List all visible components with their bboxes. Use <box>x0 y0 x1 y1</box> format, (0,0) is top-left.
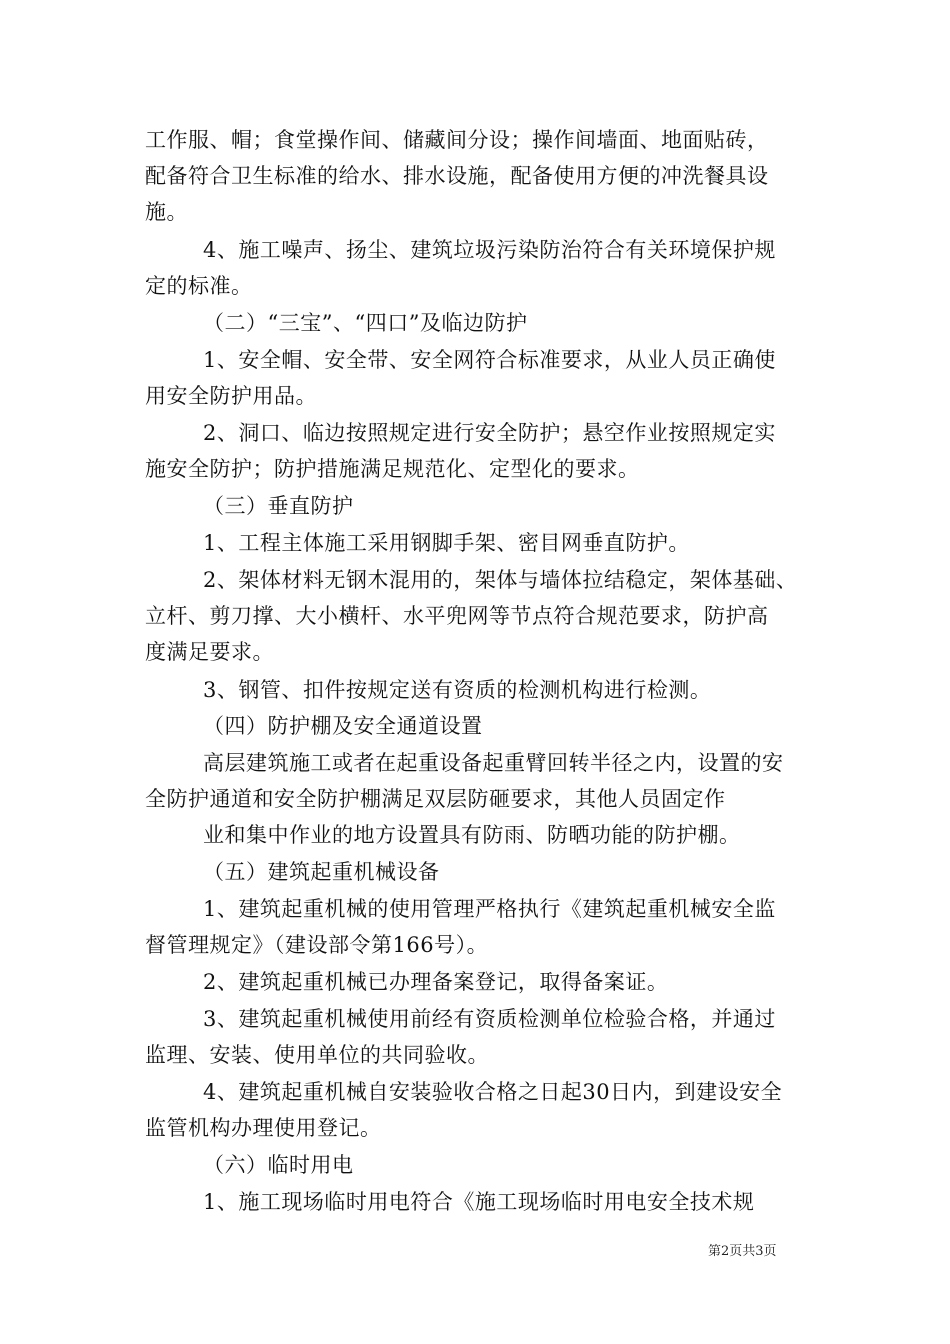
text-line: 业和集中作业的地方设置具有防雨、防晒功能的防护棚。 <box>203 823 741 847</box>
text-line: 1、施工现场临时用电符合《施工现场临时用电安全技术规 <box>203 1190 755 1214</box>
text-line: 2、架体材料无钢木混用的，架体与墙体拉结稳定，架体基础、 <box>203 568 798 592</box>
text-line: 监理、安装、使用单位的共同验收。 <box>145 1043 489 1067</box>
text-line: 1、工程主体施工采用钢脚手架、密目网垂直防护。 <box>203 531 690 555</box>
text-line: 定的标准。 <box>145 274 253 298</box>
text-line: 用安全防护用品。 <box>145 384 317 408</box>
text-line: 立杆、剪刀撑、大小横杆、水平兜网等节点符合规范要求，防护高 <box>145 604 769 628</box>
section-heading: （六）临时用电 <box>203 1153 354 1177</box>
text-line: 施。 <box>145 200 188 224</box>
text-line: 工作服、帽；食堂操作间、储藏间分设；操作间墙面、地面贴砖， <box>145 128 769 152</box>
text-line: 全防护通道和安全防护棚满足双层防砸要求，其他人员固定作 <box>145 787 726 811</box>
text-line: 2、洞口、临边按照规定进行安全防护；悬空作业按照规定实 <box>203 421 776 445</box>
text-line: 度满足要求。 <box>145 640 274 664</box>
text-line: 2、建筑起重机械已办理备案登记，取得备案证。 <box>203 970 669 994</box>
section-heading: （二）“三宝”、“四口”及临边防护 <box>203 311 528 335</box>
text-line: 4、建筑起重机械自安装验收合格之日起30日内，到建设安全 <box>203 1080 783 1104</box>
section-heading: （五）建筑起重机械设备 <box>203 860 440 884</box>
page-number-footer: 第2页共3页 <box>708 1244 777 1259</box>
section-heading: （三）垂直防护 <box>203 494 354 518</box>
text-line: 高层建筑施工或者在起重设备起重臂回转半径之内，设置的安 <box>203 751 784 775</box>
text-line: 3、钢管、扣件按规定送有资质的检测机构进行检测。 <box>203 678 712 702</box>
text-line: 督管理规定》（建设部令第166号）。 <box>145 933 489 957</box>
text-line: 1、安全帽、安全带、安全网符合标准要求，从业人员正确使 <box>203 348 776 372</box>
text-line: 1、建筑起重机械的使用管理严格执行《建筑起重机械安全监 <box>203 897 776 921</box>
section-heading: （四）防护棚及安全通道设置 <box>203 714 483 738</box>
text-line: 监管机构办理使用登记。 <box>145 1116 382 1140</box>
text-line: 4、施工噪声、扬尘、建筑垃圾污染防治符合有关环境保护规 <box>203 238 776 262</box>
text-line: 配备符合卫生标准的给水、排水设施，配备使用方便的冲洗餐具设 <box>145 164 769 188</box>
text-line: 3、建筑起重机械使用前经有资质检测单位检验合格，并通过 <box>203 1007 776 1031</box>
text-line: 施安全防护；防护措施满足规范化、定型化的要求。 <box>145 457 640 481</box>
